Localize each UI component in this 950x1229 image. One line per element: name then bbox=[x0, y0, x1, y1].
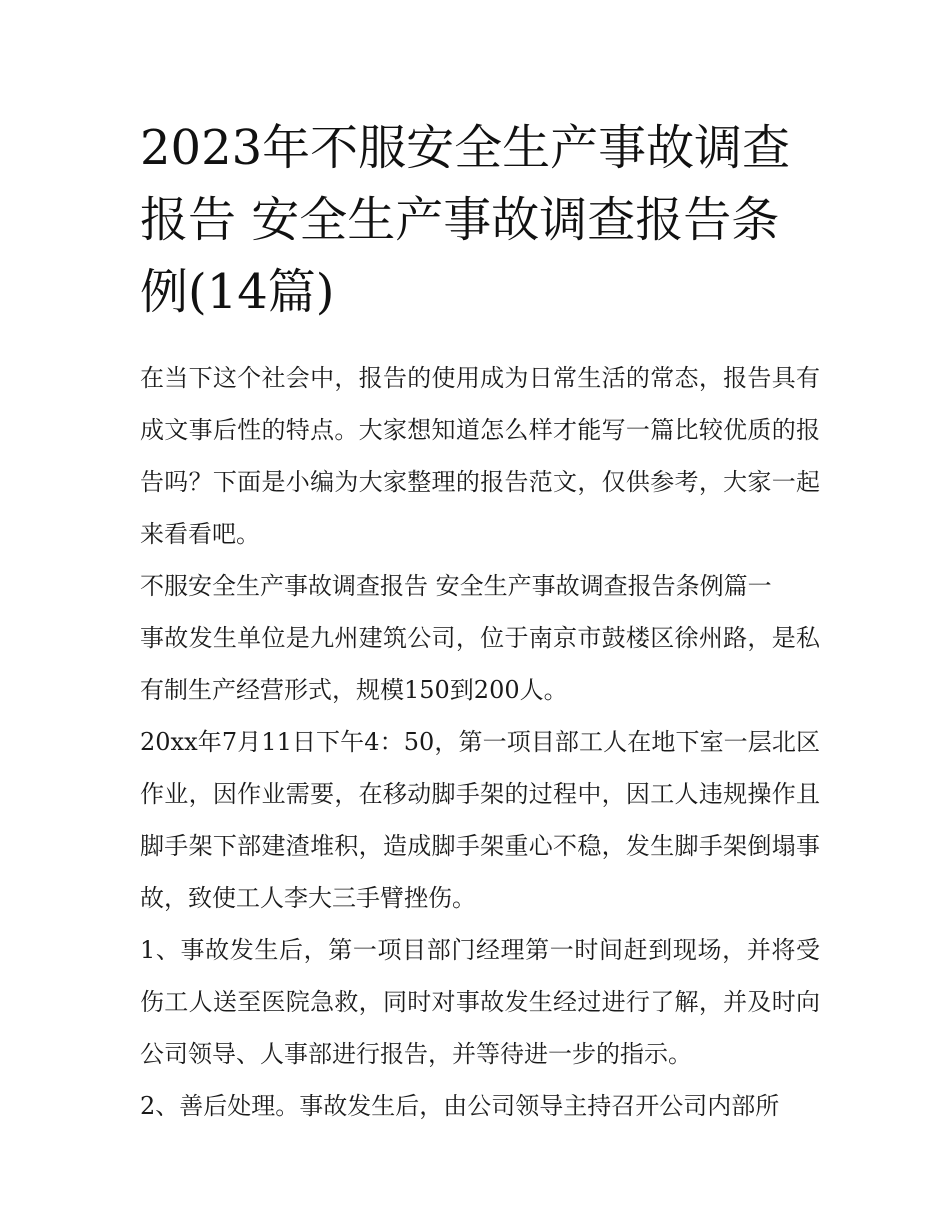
paragraph-incident: 20xx年7月11日下午4：50，第一项目部工人在地下室一层北区作业，因作业需要，在移动脚手架的过程中，因工人违规操作且脚手架下部建渣堆积，造成脚手架重心不稳，发生脚手架倒塌事故，致使工人李大三手臂挫伤。 bbox=[140, 728, 820, 912]
paragraph-company-info: 事故发生单位是九州建筑公司，位于南京市鼓楼区徐州路，是私有制生产经营形式，规模150到200人。 bbox=[140, 624, 820, 704]
paragraph-response: 1、事故发生后，第一项目部门经理第一时间赶到现场，并将受伤工人送至医院急救，同时对事故发生经过进行了解，并及时向公司领导、人事部进行报告，并等待进一步的指示。 bbox=[140, 936, 820, 1068]
paragraph-section-heading: 不服安全生产事故调查报告 安全生产事故调查报告条例篇一 bbox=[140, 572, 772, 600]
paragraph-aftermath: 2、善后处理。事故发生后，由公司领导主持召开公司内部所 bbox=[140, 1092, 780, 1120]
document-body bbox=[140, 352, 820, 1132]
document-title: 2023年不服安全生产事故调查报告 安全生产事故调查报告条例(14篇) bbox=[140, 120, 791, 320]
paragraph-intro: 在当下这个社会中，报告的使用成为日常生活的常态，报告具有成文事后性的特点。大家想知道怎么样才能写一篇比较优质的报告吗？下面是小编为大家整理的报告范文，仅供参考，大家一起来看看吧。 bbox=[140, 364, 820, 548]
